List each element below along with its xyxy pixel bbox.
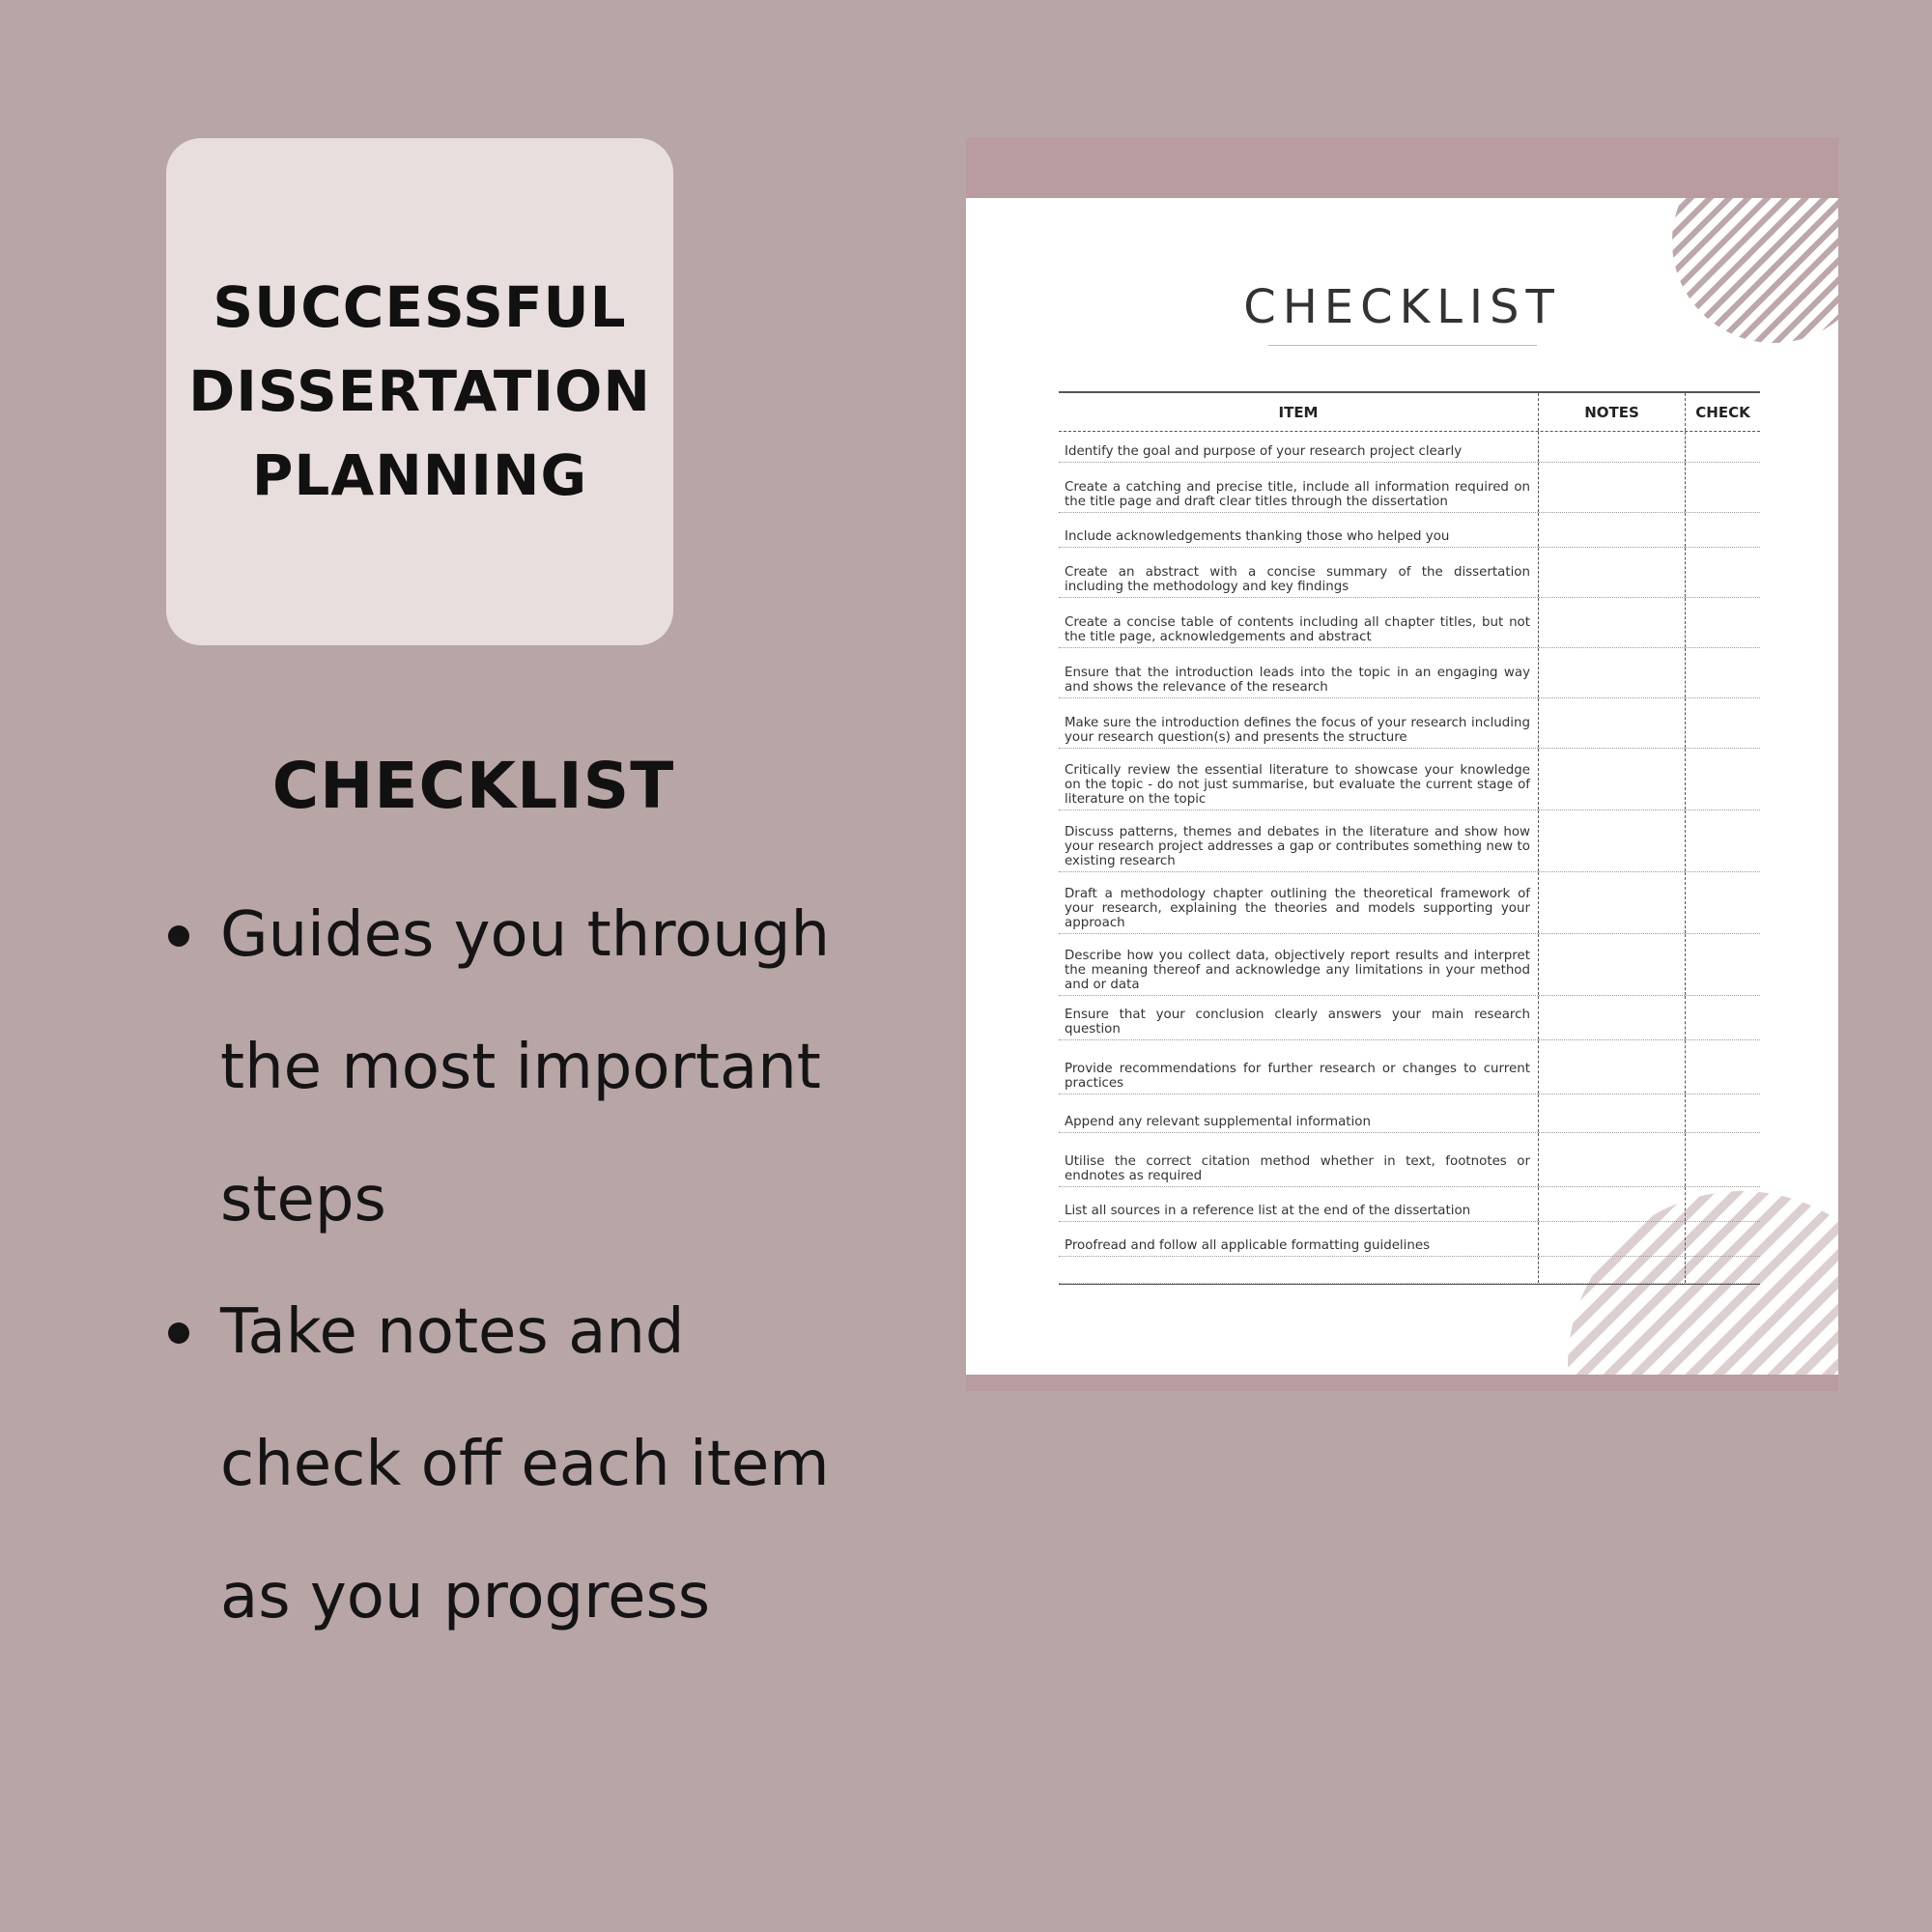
check-cell [1685, 1257, 1760, 1283]
notes-cell [1538, 598, 1685, 647]
check-cell [1685, 1222, 1760, 1256]
table-row [1059, 513, 1760, 548]
checklist-item-text: Ensure that your conclusion clearly answers your main research question [1065, 1008, 1530, 1037]
checklist-item-text: Append any relevant supplemental information [1065, 1115, 1371, 1129]
notes-cell [1538, 1133, 1685, 1186]
table-row [1059, 872, 1760, 934]
bullet-icon [168, 1322, 189, 1344]
table-row [1059, 463, 1760, 513]
column-header-check: CHECK [1685, 393, 1760, 431]
checklist-table [1059, 391, 1760, 1285]
table-row [1059, 548, 1760, 598]
notes-cell [1538, 1222, 1685, 1256]
product-title: SUCCESSFUL DISSERTATION PLANNING [188, 274, 651, 508]
table-row [1059, 432, 1760, 463]
notes-cell [1538, 872, 1685, 933]
check-cell [1685, 934, 1760, 995]
table-row [1059, 1094, 1760, 1133]
table-row [1059, 934, 1760, 996]
notes-cell [1538, 996, 1685, 1039]
table-row [1059, 698, 1760, 749]
notes-cell [1538, 749, 1685, 810]
column-header-notes: NOTES [1538, 393, 1685, 431]
check-cell [1685, 872, 1760, 933]
notes-cell [1538, 1040, 1685, 1094]
checklist-item-text: Create a concise table of contents including all chapter titles, but not the title page, acknowledgements and abstract [1065, 615, 1530, 644]
table-header [1059, 393, 1760, 432]
notes-cell [1538, 698, 1685, 748]
check-cell [1685, 996, 1760, 1039]
table-row [1059, 1222, 1760, 1257]
checklist-item-text: Provide recommendations for further research or changes to current practices [1065, 1062, 1530, 1091]
check-cell [1685, 1040, 1760, 1094]
checklist-item-text: Create a catching and precise title, include all information required on the title page and draft clear titles through the dissertation [1065, 480, 1530, 509]
feature-text: Take notes and check off each item as you progress [220, 1296, 830, 1633]
check-cell [1685, 598, 1760, 647]
checklist-item-text: Include acknowledgements thanking those who helped you [1065, 529, 1450, 544]
table-row [1059, 1257, 1760, 1284]
checklist-item-text: Critically review the essential literature to showcase your knowledge on the topic - do not just summarise, but evaluate the current stage of literature on the topic [1065, 763, 1530, 807]
notes-cell [1538, 1094, 1685, 1132]
check-cell [1685, 548, 1760, 597]
table-row [1059, 810, 1760, 872]
notes-cell [1538, 1257, 1685, 1283]
table-body [1059, 432, 1760, 1284]
table-row [1059, 749, 1760, 810]
table-row [1059, 1040, 1760, 1094]
checklist-item-text: Ensure that the introduction leads into the topic in an engaging way and shows the relevance of the research [1065, 666, 1530, 695]
checklist-item-text: Draft a methodology chapter outlining the theoretical framework of your research, explaining the theories and models supporting your approach [1065, 887, 1530, 930]
checklist-item-text: Proofread and follow all applicable formatting guidelines [1065, 1238, 1431, 1253]
feature-list [166, 869, 862, 1663]
check-cell [1685, 513, 1760, 547]
checklist-item-text [1059, 1257, 1538, 1283]
table-row [1059, 996, 1760, 1040]
checklist-item-text: Create an abstract with a concise summary of the dissertation including the methodology and key findings [1065, 565, 1530, 594]
left-heading: CHECKLIST [271, 749, 675, 823]
check-cell [1685, 749, 1760, 810]
notes-cell [1538, 810, 1685, 871]
feature-item [166, 1266, 862, 1663]
check-cell [1685, 810, 1760, 871]
check-cell [1685, 1133, 1760, 1186]
notes-cell [1538, 432, 1685, 462]
table-row [1059, 648, 1760, 698]
notes-cell [1538, 463, 1685, 512]
checklist-item-text: Identify the goal and purpose of your research project clearly [1065, 444, 1463, 459]
feature-item [166, 869, 862, 1266]
notes-cell [1538, 548, 1685, 597]
check-cell [1685, 648, 1760, 697]
heading-underline [1268, 345, 1537, 346]
feature-text: Guides you through the most important steps [220, 899, 831, 1236]
checklist-item-text: Discuss patterns, themes and debates in the literature and show how your research project addresses a gap or contributes something new to existing research [1065, 825, 1530, 868]
checklist-document [966, 198, 1838, 1375]
check-cell [1685, 1187, 1760, 1221]
checklist-item-text: List all sources in a reference list at the end of the dissertation [1065, 1204, 1471, 1218]
notes-cell [1538, 513, 1685, 547]
check-cell [1685, 698, 1760, 748]
title-card [166, 138, 673, 645]
table-row [1059, 1187, 1760, 1222]
notes-cell [1538, 648, 1685, 697]
checklist-item-text: Utilise the correct citation method whether in text, footnotes or endnotes as required [1065, 1154, 1530, 1183]
check-cell [1685, 463, 1760, 512]
check-cell [1685, 432, 1760, 462]
notes-cell [1538, 1187, 1685, 1221]
document-heading: CHECKLIST [1243, 280, 1561, 334]
check-cell [1685, 1094, 1760, 1132]
notes-cell [1538, 934, 1685, 995]
checklist-item-text: Make sure the introduction defines the focus of your research including your research question(s) and presents the structure [1065, 716, 1530, 745]
table-row [1059, 1133, 1760, 1187]
bullet-icon [168, 925, 189, 947]
table-row [1059, 598, 1760, 648]
checklist-item-text: Describe how you collect data, objectively report results and interpret the meaning thereof and acknowledge any limitations in your method and or data [1065, 949, 1530, 992]
column-header-item: ITEM [1278, 403, 1319, 421]
